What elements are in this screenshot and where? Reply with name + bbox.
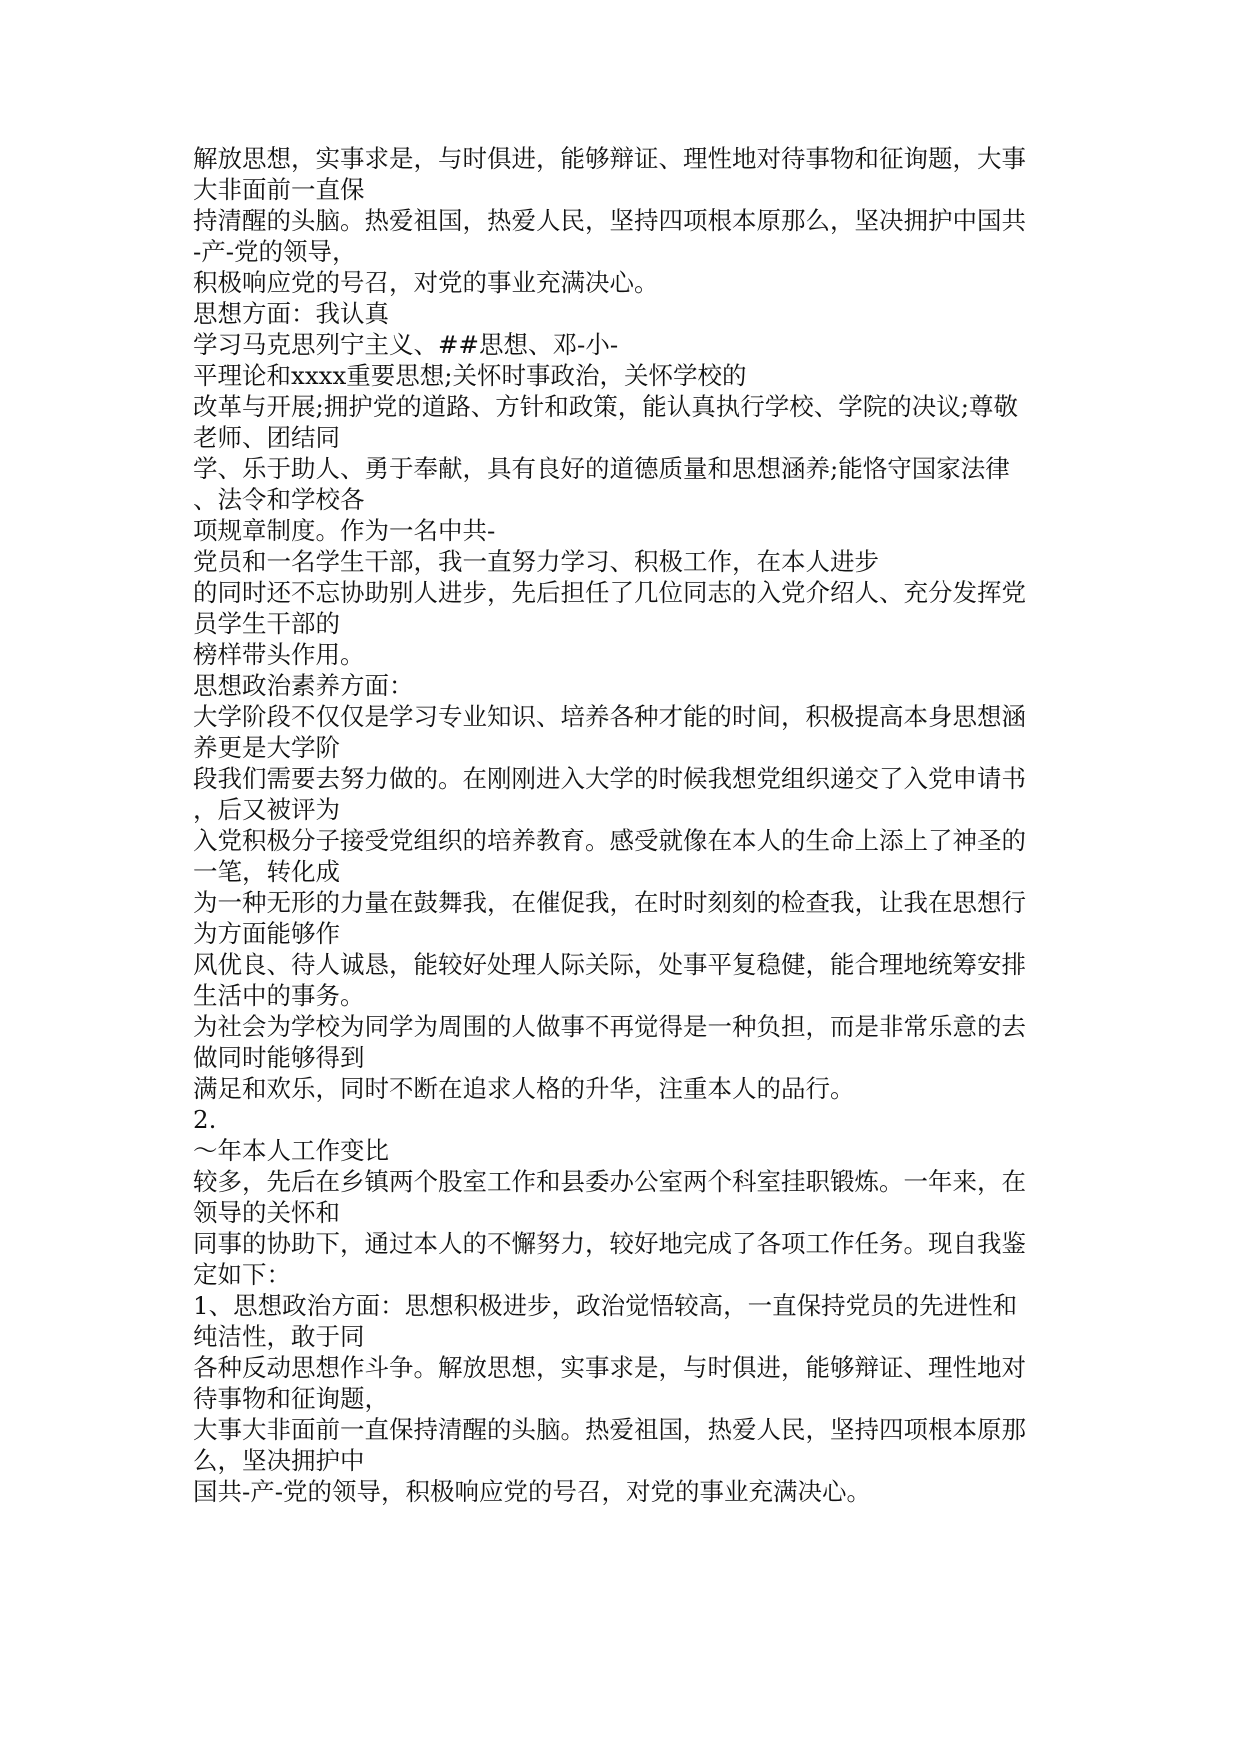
text-line: 积极响应党的号召，对党的事业充满决心。 xyxy=(193,268,659,297)
text-line: ～年本人工作变比 xyxy=(193,1136,389,1165)
text-line: 2. xyxy=(193,1105,217,1134)
text-line: 做同时能够得到 xyxy=(193,1043,365,1072)
text-line: 纯洁性，敢于同 xyxy=(193,1322,365,1351)
text-line: 为方面能够作 xyxy=(193,919,340,948)
text-line: 的同时还不忘协助别人进步，先后担任了几位同志的入党介绍人、充分发挥党 xyxy=(193,578,1026,607)
text-line: 风优良、待人诚恳，能较好处理人际关际，处事平复稳健，能合理地统筹安排 xyxy=(193,950,1026,979)
text-line: 持清醒的头脑。热爱祖国，热爱人民，坚持四项根本原那么，坚决拥护中国共 xyxy=(193,206,1026,235)
text-line: 榜样带头作用。 xyxy=(193,640,365,669)
text-line: 员学生干部的 xyxy=(193,609,340,638)
text-line: 学、乐于助人、勇于奉献，具有良好的道德质量和思想涵养;能恪守国家法律 xyxy=(193,454,1010,483)
text-line: 定如下： xyxy=(193,1260,291,1289)
text-line: 平理论和xxxx重要思想;关怀时事政治，关怀学校的 xyxy=(193,361,747,390)
text-line: 大非面前一直保 xyxy=(193,175,365,204)
text-line: 党员和一名学生干部，我一直努力学习、积极工作，在本人进步 xyxy=(193,547,879,576)
text-line: 满足和欢乐，同时不断在追求人格的升华，注重本人的品行。 xyxy=(193,1074,855,1103)
text-line: 领导的关怀和 xyxy=(193,1198,340,1227)
text-line: 同事的协助下，通过本人的不懈努力，较好地完成了各项工作任务。现自我鉴 xyxy=(193,1229,1026,1258)
text-line: 大事大非面前一直保持清醒的头脑。热爱祖国，热爱人民，坚持四项根本原那 xyxy=(193,1415,1026,1444)
text-line: 改革与开展;拥护党的道路、方针和政策，能认真执行学校、学院的决议;尊敬 xyxy=(193,392,1019,421)
text-line: 项规章制度。作为一名中共- xyxy=(193,516,496,545)
text-line: 国共-产-党的领导，积极响应党的号召，对党的事业充满决心。 xyxy=(193,1477,872,1506)
text-line: 思想方面：我认真 xyxy=(193,299,389,328)
text-line: 养更是大学阶 xyxy=(193,733,340,762)
text-line: 大学阶段不仅仅是学习专业知识、培养各种才能的时间，积极提高本身思想涵 xyxy=(193,702,1026,731)
text-line: 入党积极分子接受党组织的培养教育。感受就像在本人的生命上添上了神圣的 xyxy=(193,826,1026,855)
text-line: 解放思想，实事求是，与时俱进，能够辩证、理性地对待事物和征询题，大事 xyxy=(193,144,1026,173)
text-line: 各种反动思想作斗争。解放思想，实事求是，与时俱进，能够辩证、理性地对 xyxy=(193,1353,1026,1382)
text-line: 段我们需要去努力做的。在刚刚进入大学的时候我想党组织递交了入党申请书 xyxy=(193,764,1026,793)
text-line: 思想政治素养方面： xyxy=(193,671,414,700)
text-line: 、法令和学校各 xyxy=(193,485,365,514)
text-line: 为一种无形的力量在鼓舞我，在催促我，在时时刻刻的检查我，让我在思想行 xyxy=(193,888,1026,917)
text-line: 么，坚决拥护中 xyxy=(193,1446,365,1475)
text-line: 一笔，转化成 xyxy=(193,857,340,886)
text-line: 老师、团结同 xyxy=(193,423,340,452)
text-line: 为社会为学校为同学为周围的人做事不再觉得是一种负担，而是非常乐意的去 xyxy=(193,1012,1026,1041)
text-line: 生活中的事务。 xyxy=(193,981,365,1010)
text-line: 待事物和征询题， xyxy=(193,1384,389,1413)
text-line: ，后又被评为 xyxy=(193,795,340,824)
text-line: 学习马克思列宁主义、##思想、邓-小- xyxy=(193,330,619,359)
text-line: -产-党的领导， xyxy=(193,237,357,266)
text-line: 1、思想政治方面：思想积极进步，政治觉悟较高，一直保持党员的先进性和 xyxy=(193,1291,1018,1320)
body-text xyxy=(193,143,1073,1507)
text-line: 较多，先后在乡镇两个股室工作和县委办公室两个科室挂职锻炼。一年来，在 xyxy=(193,1167,1026,1196)
